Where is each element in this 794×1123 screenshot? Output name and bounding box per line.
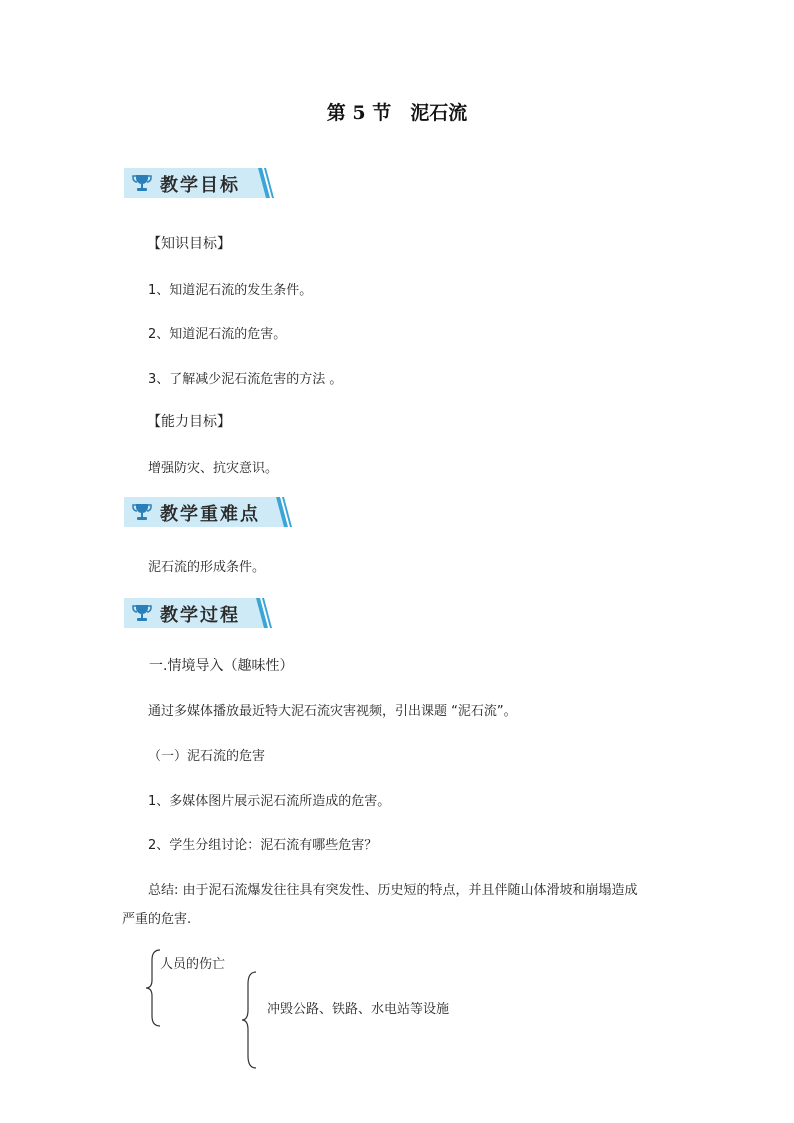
inner-brace — [240, 970, 260, 1070]
ability-text: 增强防灾、抗灾意识。 — [148, 461, 279, 476]
goal-item-3: 3、了解减少泥石流危害的方法 。 — [148, 372, 343, 387]
goal-item-1: 1、知道泥石流的发生条件。 — [148, 283, 313, 298]
trophy-icon — [132, 604, 152, 622]
part1-item-1: 1、多媒体图片展示泥石流所造成的危害。 — [148, 794, 391, 809]
summary-line-2: 严重的危害. — [122, 912, 192, 927]
page-title: 第 5 节 泥石流 — [326, 102, 468, 124]
section-banner-process — [124, 598, 272, 628]
trophy-icon — [132, 503, 152, 521]
section-title-goals: 教学目标 — [160, 175, 240, 196]
knowledge-heading: 【知识目标】 — [147, 236, 231, 252]
section-title-keypoints: 教学重难点 — [160, 504, 260, 525]
goal-item-2: 2、知道泥石流的危害。 — [148, 327, 287, 342]
part1-item-2: 2、学生分组讨论：泥石流有哪些危害？ — [148, 838, 378, 853]
section-banner-goals — [124, 168, 274, 198]
intro-text: 通过多媒体播放最近特大泥石流灾害视频，引出课题 “泥石流”。 — [148, 704, 517, 719]
part1-heading: （一）泥石流的危害 — [148, 749, 266, 764]
trophy-icon — [132, 174, 152, 192]
diagram-branch-1: 人员的伤亡 — [160, 957, 226, 972]
section-banner-keypoints — [124, 497, 292, 527]
summary-line-1: 总结: 由于泥石流爆发往往具有突发性、历史短的特点，并且伴随山体滑坡和崩塌造成 — [148, 883, 638, 898]
ability-heading: 【能力目标】 — [147, 414, 231, 430]
keypoints-text: 泥石流的形成条件。 — [148, 560, 266, 575]
intro-heading: 一.情境导入（趣味性） — [149, 658, 294, 674]
section-title-process: 教学过程 — [160, 605, 240, 626]
diagram-branch-2: 冲毁公路、铁路、水电站等设施 — [267, 1002, 450, 1017]
